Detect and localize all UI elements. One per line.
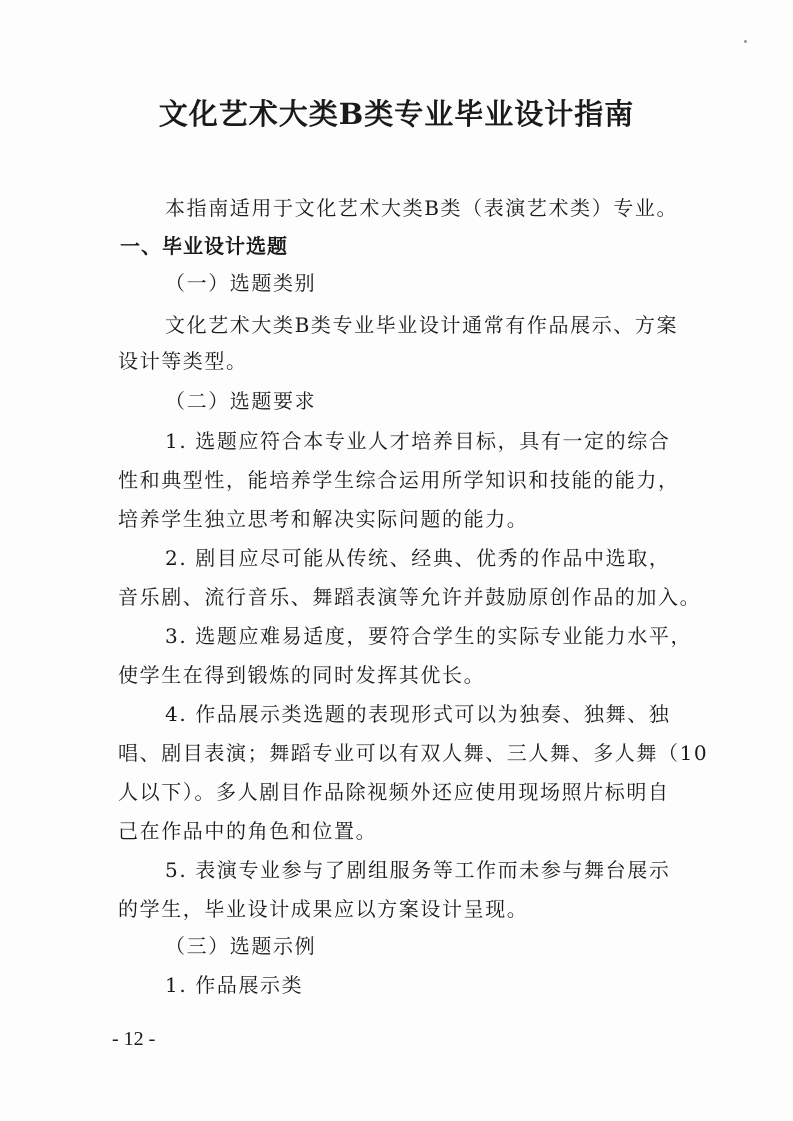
list-item-4-continued: 人以下）。多人剧目作品除视频外还应使用现场照片标明自 xyxy=(118,780,670,804)
list-item-2: 2. 剧目应尽可能从传统、经典、优秀的作品中选取， xyxy=(165,546,671,570)
list-item-1-continued: 培养学生独立思考和解决实际问题的能力。 xyxy=(118,507,529,531)
subsection-heading-topic-requirements: （二）选题要求 xyxy=(165,389,317,413)
subsection-heading-topic-category: （一）选题类别 xyxy=(165,271,317,295)
list-item-1-continued: 性和典型性，能培养学生综合运用所学知识和技能的能力， xyxy=(118,468,680,492)
list-item-2-continued: 音乐剧、流行音乐、舞蹈表演等允许并鼓励原创作品的加入。 xyxy=(118,585,702,609)
document-title: 文化艺术大类B类专业毕业设计指南 xyxy=(158,97,635,131)
list-item-3-continued: 使学生在得到锻炼的同时发挥其优长。 xyxy=(118,663,486,687)
paragraph-line: 文化艺术大类B类专业毕业设计通常有作品展示、方案 xyxy=(165,313,679,337)
list-item-4-continued: 唱、剧目表演；舞蹈专业可以有双人舞、三人舞、多人舞（10 xyxy=(118,741,709,765)
list-item-4: 4. 作品展示类选题的表现形式可以为独奏、独舞、独 xyxy=(165,702,671,726)
list-item-1: 1. 选题应符合本专业人才培养目标，具有一定的综合 xyxy=(165,429,671,453)
list-item-3: 3. 选题应难易适度，要符合学生的实际专业能力水平， xyxy=(165,624,693,648)
list-item-5: 5. 表演专业参与了剧组服务等工作而未参与舞台展示 xyxy=(165,858,671,882)
example-category-1: 1. 作品展示类 xyxy=(165,973,304,997)
section-heading-topic-selection: 一、毕业设计选题 xyxy=(120,234,288,258)
list-item-4-continued: 己在作品中的角色和位置。 xyxy=(118,819,378,843)
page-number: - 12 - xyxy=(112,1028,156,1050)
scan-mark xyxy=(744,40,747,43)
paragraph-line: 设计等类型。 xyxy=(118,349,248,373)
intro-paragraph: 本指南适用于文化艺术大类B类（表演艺术类）专业。 xyxy=(165,196,679,220)
subsection-heading-topic-examples: （三）选题示例 xyxy=(165,934,317,958)
list-item-5-continued: 的学生，毕业设计成果应以方案设计呈现。 xyxy=(118,897,529,921)
